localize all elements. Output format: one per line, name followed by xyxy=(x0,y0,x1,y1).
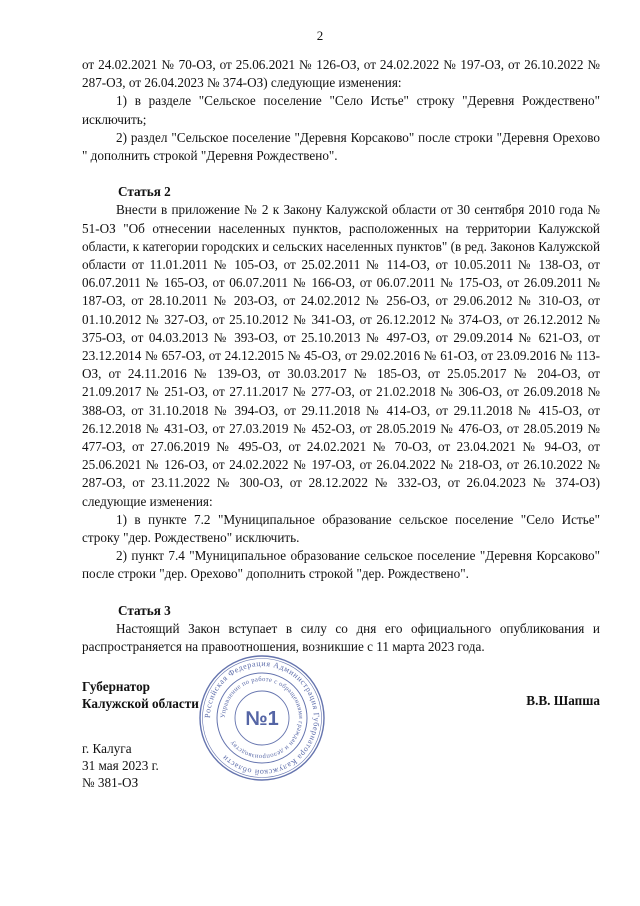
issue-city: г. Калуга xyxy=(82,741,132,756)
change-item-2: 2) раздел "Сельское поселение "Деревня Корсаково" после строки "Деревня Орехово " дополнить строкой "Деревня Рождествено". xyxy=(82,129,600,164)
stamp-inner-text: Управление по работе с обращениями граждан и делопроизводству xyxy=(219,675,305,761)
article-2-item-1: 1) в пункте 7.2 "Муниципальное образование сельское поселение "Село Истье" строку "дер. Рождествено" исключить. xyxy=(82,511,600,546)
document-body xyxy=(82,56,600,656)
stamp-outer-text: Российская Федерация Администрация Губернатора Калужской области xyxy=(202,658,322,778)
official-seal-stamp xyxy=(196,652,328,784)
signature-title-line-1: Губернатор xyxy=(82,679,150,694)
intro-paragraph: от 24.02.2021 № 70-ОЗ, от 25.06.2021 № 126-ОЗ, от 24.02.2022 № 197-ОЗ, от 26.10.2022 № 287-ОЗ, от 26.04.2023 № 374-ОЗ) следующие изменения: xyxy=(82,57,600,91)
issue-date: 31 мая 2023 г. xyxy=(82,758,159,773)
stamp-number: №1 xyxy=(245,708,279,730)
article-3-text: Настоящий Закон вступает в силу со дня его официального опубликования и распространяется на правоотношения, возникшие с 11 марта 2023 года. xyxy=(82,620,600,655)
signatory-name: В.В. Шапша xyxy=(526,693,600,708)
page-number: 2 xyxy=(316,28,324,43)
change-item-1: 1) в разделе "Сельское поселение "Село Истье" строку "Деревня Рождествено" исключить; xyxy=(82,93,600,127)
signature-title-line-2: Калужской области xyxy=(82,696,199,711)
place-date-block xyxy=(82,740,159,791)
law-number: № 381-ОЗ xyxy=(82,775,139,790)
article-2-heading: Статья 2 xyxy=(118,184,171,200)
article-3-heading: Статья 3 xyxy=(118,602,171,618)
article-2-text: Внести в приложение № 2 к Закону Калужской области от 30 сентября 2010 года № 51-ОЗ "Об отнесении населенных пунктов, расположенных на территории Калужской области, к категории городских и сельских населенных пунктов" (в ред. Законов Калужской области от 11.01.2011 № 105-ОЗ, от 25.02.2011 № 114-ОЗ, от 10.05.2011 № 138-ОЗ, от 06.07.2011 № 165-ОЗ, от 06.07.2011 № 166-ОЗ, от 06.07.2011 № 175-ОЗ, от 26.09.2011 № 187-ОЗ, от 28.10.2011 № 203-ОЗ, от 24.02.2012 № 256-ОЗ, от 29.06.2012 № 310-ОЗ, от 01.10.2012 № 327-ОЗ, от 25.10.2012 № 341-ОЗ, от 26.12.2012 № 374-ОЗ, от 26.12.2012 № 375-ОЗ, от 04.03.2013 № 393-ОЗ, от 25.10.2013 № 497-ОЗ, от 29.09.2014 № 621-ОЗ, от 23.12.2014 № 657-ОЗ, от 24.12.2015 № 45-ОЗ, от 29.02.2016 № 61-ОЗ, от 23.09.2016 № 113-ОЗ, от 24.11.2016 № 139-ОЗ, от 30.03.2017 № 185-ОЗ, от 25.05.2017 № 204-ОЗ, от 21.09.2017 № 251-ОЗ, от 27.11.2017 № 277-ОЗ, от 21.02.2018 № 306-ОЗ, от 26.09.2018 № 388-ОЗ, от 31.10.2018 № 394-ОЗ, от 29.11.2018 № 414-ОЗ, от 29.11.2018 № 415-ОЗ, от 26.12.2018 № 431-ОЗ, от 27.03.2019 № 452-ОЗ, от 28.05.2019 № 476-ОЗ, от 28.05.2019 № 477-ОЗ, от 27.06.2019 № 495-ОЗ, от 24.02.2021 № 70-ОЗ, от 23.04.2021 № 94-ОЗ, от 25.06.2021 № 126-ОЗ, от 24.02.2022 № 197-ОЗ, от 26.04.2022 № 218-ОЗ, от 26.10.2022 № 287-ОЗ, от 23.11.2022 № 300-ОЗ, от 28.12.2022 № 332-ОЗ, от 26.04.2023 № 374-ОЗ) следующие изменения: xyxy=(82,202,600,509)
article-2-item-2: 2) пункт 7.4 "Муниципальное образование сельское поселение "Деревня Корсаково" после строки "дер. Орехово" дополнить строкой "дер. Рождествено". xyxy=(82,548,600,582)
signature-title xyxy=(82,678,199,712)
